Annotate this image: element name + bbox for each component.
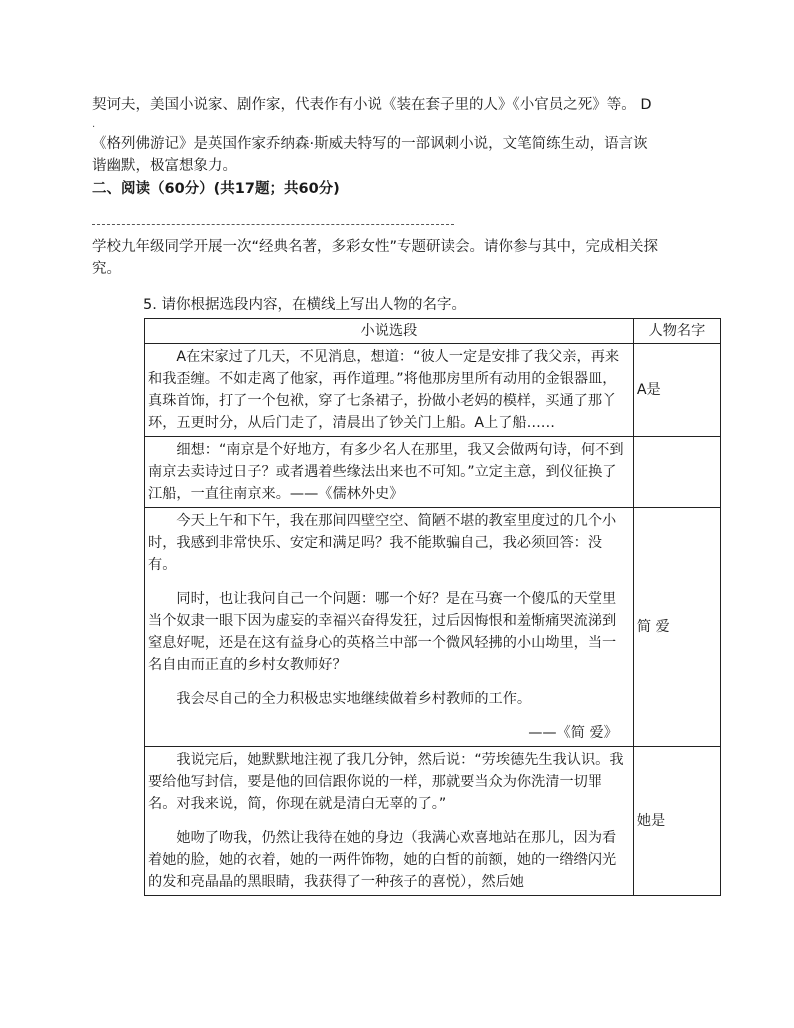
excerpt-paragraph: A在宋家过了几天，不见消息，想道：“彼人一定是安排了我父亲，再来和我歪缠。不如走离了他家，再作道理。”将他那房里所有动用的金银器皿，真珠首饰，打了一个包袱，穿了七条裙子，扮做小老妈的模样，买通了那丫环，五更时分，从后门走了，清晨出了钞关门上船。A上了船…… [148,349,620,431]
question-text: 5. 请你根据选段内容，在横线上写出人物的名字。 [143,297,466,313]
excerpt-paragraph: 细想：“南京是个好地方，有多少名人在那里，我又会做两句诗，何不到南京去卖诗过日子？或者遇着些缘法出来也不可知。”立定主意，到仪征换了江船，一直往南京来。——《儒林外史》 [148,442,624,502]
excerpt-cell [145,508,634,747]
intro-line-3: 谐幽默，极富想象力。 [92,158,237,174]
stray-dot: . [92,119,96,130]
excerpt-cell [145,344,634,437]
table-row [145,508,721,747]
character-name-cell: A是 [633,344,720,437]
excerpt-paragraph: 我说完后，她默默地注视了我几分钟，然后说：“劳埃德先生我认识。我要给他写封信，要是他的回信跟你说的一样，那就要当众为你洗清一切罪名。对我来说，简，你现在就是清白无辜的了。” [148,752,624,812]
excerpt-cell [145,747,634,896]
excerpt-paragraph: 我会尽自己的全力积极忠实地继续做着乡村教师的工作。 [176,691,532,707]
character-name-cell [633,437,720,508]
section-heading: 二、阅读（60分）(共17题；共60分) [92,181,340,197]
dashed-divider [92,224,454,225]
excerpt-source: ——《简 爱》 [528,725,618,741]
character-name-cell: 简 爱 [633,508,720,747]
intro-line-1: 契诃夫，美国小说家、剧作家，代表作有小说《装在套子里的人》《小官员之死》等。 D [92,97,652,113]
header-excerpt: 小说选段 [145,319,634,344]
table-row [145,747,721,896]
table-row [145,437,721,508]
character-name-cell: 她是 [633,747,720,896]
excerpt-table [144,318,721,896]
section-intro-line-2: 究。 [92,261,121,277]
excerpt-paragraph: 她吻了吻我，仍然让我待在她的身边（我满心欢喜地站在那儿，因为看着她的脸，她的衣着，她的一两件饰物，她的白皙的前额，她的一绺绺闪光的发和亮晶晶的黑眼睛，我获得了一种孩子的喜悦），然后她 [148,830,617,890]
section-intro-line-1: 学校九年级同学开展一次“经典名著，多彩女性”专题研读会。请你参与其中，完成相关探 [92,239,659,255]
excerpt-paragraph: 同时，也让我问自己一个问题：哪一个好？是在马赛一个傻瓜的天堂里当个奴隶一眼下因为虚妄的幸福兴奋得发狂，过后因悔恨和羞惭痛哭流涕到窒息好呢，还是在这有益身心的英格兰中部一个微风轻拂的小山坳里，当一名自由而正直的乡村女教师好？ [148,591,617,673]
table-header-row [145,319,721,344]
excerpt-cell [145,437,634,508]
table-row [145,344,721,437]
excerpt-paragraph: 今天上午和下午，我在那间四壁空空、简陋不堪的教室里度过的几个小时，我感到非常快乐、安定和满足吗？我不能欺骗自己，我必须回答：没有。 [148,513,617,573]
header-character-name: 人物名字 [633,319,720,344]
intro-line-2: 《格列佛游记》是英国作家乔纳森·斯威夫特写的一部讽刺小说，文笔简练生动，语言诙 [92,136,648,152]
